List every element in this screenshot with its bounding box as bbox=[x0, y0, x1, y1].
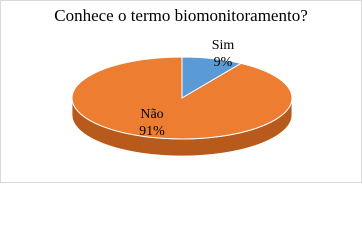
chart-title: Conhece o termo biomonitoramento? bbox=[54, 6, 308, 25]
slice-percent-sim: 9% bbox=[213, 55, 233, 70]
slice-percent-nao: 91% bbox=[139, 124, 165, 139]
slice-label-nao: Não bbox=[140, 107, 164, 122]
pie-slice-n-o bbox=[72, 57, 292, 139]
slice-label-sim: Sim bbox=[211, 38, 235, 53]
pie-tops bbox=[72, 57, 292, 139]
pie-chart bbox=[1, 1, 361, 182]
